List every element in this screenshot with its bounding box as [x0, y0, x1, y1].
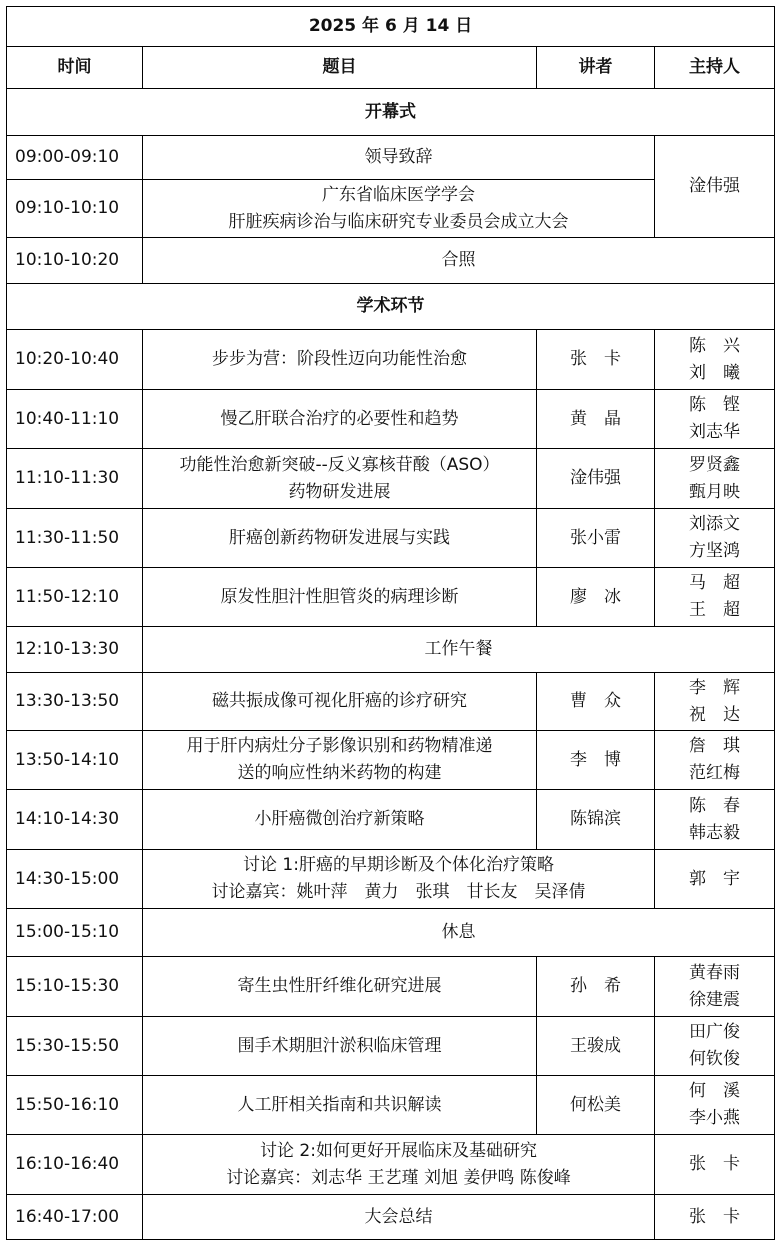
host-name: 陈 春	[689, 795, 741, 816]
session-hosts	[655, 1017, 775, 1076]
session-row	[7, 673, 775, 731]
session-speaker: 张小雷	[537, 509, 655, 568]
header-time: 时间	[7, 47, 143, 89]
session-topic	[143, 731, 537, 790]
topic-line: 讨论 1:肝癌的早期诊断及个体化治疗策略	[243, 855, 554, 875]
host-name: 李 辉	[689, 677, 741, 698]
opening-host: 淦伟强	[655, 136, 775, 238]
session-hosts	[655, 390, 775, 449]
session-row	[7, 1076, 775, 1135]
host-name: 刘 曦	[689, 362, 741, 383]
photo-row	[7, 238, 775, 284]
session-speaker: 淦伟强	[537, 449, 655, 509]
topic-line: 磁共振成像可视化肝癌的诊疗研究	[212, 691, 467, 711]
session-topic	[143, 330, 537, 390]
topic-line: 围手术期胆汁淤积临床管理	[237, 1035, 442, 1056]
photo-topic: 合照	[143, 238, 775, 284]
topic-line: 慢乙肝联合治疗的必要性和趋势	[220, 408, 459, 429]
topic-line: 送的响应性纳米药物的构建	[237, 763, 442, 783]
break-row-topic: 休息	[143, 909, 775, 957]
closing-host: 张 卡	[655, 1195, 775, 1240]
session-time: 12:10-13:30	[7, 627, 143, 673]
session-row	[7, 449, 775, 509]
session-row	[7, 790, 775, 850]
section-row-academic	[7, 284, 775, 330]
session-topic	[143, 1017, 537, 1076]
header-speaker: 讲者	[537, 47, 655, 89]
session-speaker: 曹 众	[537, 673, 655, 731]
host-name: 徐建震	[689, 989, 741, 1010]
host-name: 何钦俊	[689, 1049, 741, 1069]
session-time: 09:00-09:10	[7, 136, 143, 180]
session-speaker: 张 卡	[537, 330, 655, 390]
session-time: 15:10-15:30	[7, 957, 143, 1017]
session-topic	[143, 390, 537, 449]
discussion-topic	[143, 850, 655, 909]
header-row	[7, 47, 775, 89]
session-hosts	[655, 509, 775, 568]
discussion-row	[7, 850, 775, 909]
topic-line: 肝癌创新药物研发进展与实践	[229, 527, 450, 548]
session-time: 10:10-10:20	[7, 238, 143, 284]
session-row	[7, 136, 775, 180]
topic-line: 领导致辞	[364, 147, 433, 167]
host-name: 詹 琪	[689, 736, 741, 756]
discussion-host: 张 卡	[655, 1135, 775, 1195]
session-speaker: 孙 希	[537, 957, 655, 1017]
closing-row	[7, 1195, 775, 1240]
session-speaker: 何松美	[537, 1076, 655, 1135]
session-time: 15:00-15:10	[7, 909, 143, 957]
agenda-table	[6, 6, 775, 1240]
topic-line: 广东省临床医学学会	[322, 184, 475, 205]
header-topic: 题目	[143, 47, 537, 89]
session-speaker: 王骏成	[537, 1017, 655, 1076]
session-speaker: 黄 晶	[537, 390, 655, 449]
session-topic	[143, 509, 537, 568]
session-time: 13:50-14:10	[7, 731, 143, 790]
session-row	[7, 1017, 775, 1076]
session-topic	[143, 449, 537, 509]
host-name: 陈 兴	[689, 335, 741, 356]
session-time: 10:20-10:40	[7, 330, 143, 390]
topic-line: 寄生虫性肝纤维化研究进展	[237, 976, 442, 996]
topic-line: 药物研发进展	[288, 481, 391, 502]
topic-line: 原发性胆汁性胆管炎的病理诊断	[220, 586, 459, 607]
session-row	[7, 957, 775, 1017]
host-name: 祝 达	[689, 704, 741, 725]
host-name: 韩志毅	[689, 822, 741, 843]
session-row	[7, 568, 775, 627]
topic-line: 人工肝相关指南和共识解读	[237, 1094, 442, 1115]
session-time: 11:10-11:30	[7, 449, 143, 509]
topic-line: 肝脏疾病诊治与临床研究专业委员会成立大会	[228, 211, 569, 232]
topic-line: 讨论嘉宾：刘志华 王艺瑾 刘旭 姜伊鸣 陈俊峰	[226, 1167, 571, 1188]
session-time: 13:30-13:50	[7, 673, 143, 731]
session-speaker: 李 博	[537, 731, 655, 790]
host-name: 何 溪	[689, 1081, 741, 1101]
session-time: 11:30-11:50	[7, 509, 143, 568]
session-topic	[143, 957, 537, 1017]
host-name: 李小燕	[689, 1108, 741, 1128]
section-title-academic: 学术环节	[7, 284, 775, 330]
topic-line: 小肝癌微创治疗新策略	[254, 809, 425, 829]
lunch-row-topic: 工作午餐	[143, 627, 775, 673]
agenda-body	[7, 7, 775, 1240]
session-hosts	[655, 1076, 775, 1135]
session-hosts	[655, 449, 775, 509]
session-topic	[143, 790, 537, 850]
section-title-opening: 开幕式	[7, 89, 775, 136]
host-name: 田广俊	[689, 1022, 741, 1042]
session-time: 09:10-10:10	[7, 180, 143, 238]
host-name: 甄月映	[689, 481, 741, 502]
session-row	[7, 390, 775, 449]
session-time: 11:50-12:10	[7, 568, 143, 627]
discussion-host: 郭 宇	[655, 850, 775, 909]
topic-line: 功能性治愈新突破--反义寡核苷酸（ASO）	[179, 454, 500, 475]
session-hosts	[655, 568, 775, 627]
date-title: 2025 年 6 月 14 日	[7, 7, 775, 47]
session-time: 15:30-15:50	[7, 1017, 143, 1076]
discussion-topic	[143, 1135, 655, 1195]
session-topic	[143, 1076, 537, 1135]
session-hosts	[655, 957, 775, 1017]
date-row	[7, 7, 775, 47]
host-name: 方坚鸿	[689, 541, 741, 561]
session-hosts	[655, 790, 775, 850]
session-time: 14:30-15:00	[7, 850, 143, 909]
host-name: 罗贤鑫	[689, 454, 741, 475]
break-row	[7, 909, 775, 957]
host-name: 刘添文	[689, 514, 741, 534]
session-time: 15:50-16:10	[7, 1076, 143, 1135]
section-row-opening	[7, 89, 775, 136]
session-topic	[143, 136, 655, 180]
host-name: 陈 铿	[689, 395, 741, 415]
host-name: 刘志华	[689, 422, 741, 442]
header-host: 主持人	[655, 47, 775, 89]
session-time: 16:40-17:00	[7, 1195, 143, 1240]
topic-line: 步步为营：阶段性迈向功能性治愈	[212, 349, 467, 369]
host-name: 黄春雨	[689, 962, 741, 983]
session-row	[7, 509, 775, 568]
session-speaker: 陈锦滨	[537, 790, 655, 850]
lunch-row	[7, 627, 775, 673]
session-row	[7, 330, 775, 390]
closing-topic: 大会总结	[143, 1195, 655, 1240]
session-time: 16:10-16:40	[7, 1135, 143, 1195]
session-time: 10:40-11:10	[7, 390, 143, 449]
topic-line: 讨论 2:如何更好开展临床及基础研究	[260, 1140, 537, 1161]
session-time: 14:10-14:30	[7, 790, 143, 850]
host-name: 范红梅	[689, 763, 741, 783]
session-topic	[143, 180, 655, 238]
session-hosts	[655, 731, 775, 790]
discussion-row	[7, 1135, 775, 1195]
topic-line: 讨论嘉宾：姚叶萍 黄力 张琪 甘长友 吴泽倩	[211, 882, 586, 902]
session-topic	[143, 568, 537, 627]
session-hosts	[655, 673, 775, 731]
session-hosts	[655, 330, 775, 390]
topic-line: 用于肝内病灶分子影像识别和药物精准递	[186, 736, 493, 756]
session-row	[7, 731, 775, 790]
host-name: 马 超	[689, 573, 741, 593]
session-topic	[143, 673, 537, 731]
host-name: 王 超	[689, 600, 741, 620]
session-speaker: 廖 冰	[537, 568, 655, 627]
